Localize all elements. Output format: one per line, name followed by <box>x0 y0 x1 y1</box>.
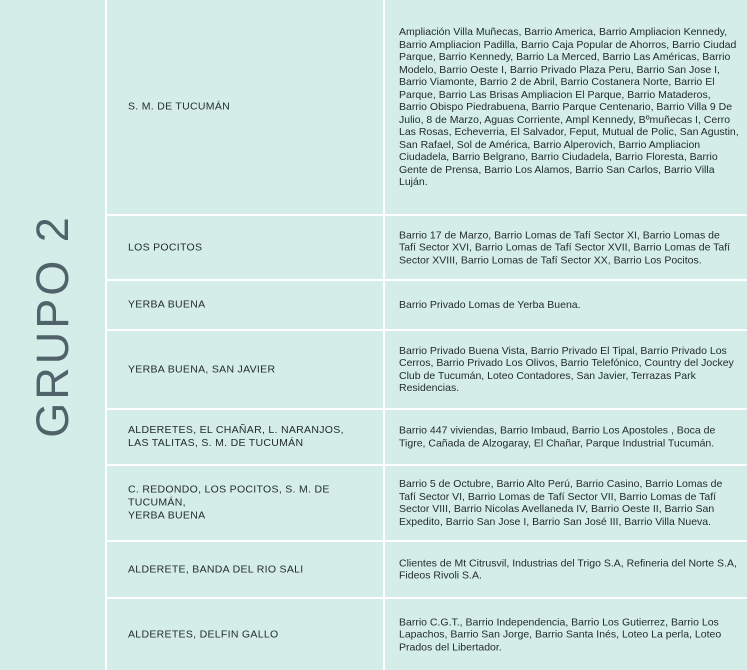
barrios-cell: Barrio Privado Lomas de Yerba Buena. <box>399 298 581 311</box>
table-row <box>106 0 747 216</box>
group-label: GRUPO 2 <box>27 214 78 438</box>
barrios-cell: Barrio Privado Buena Vista, Barrio Privado El Tipal, Barrio Privado Los Cerros, Barrio Privado Los Olivos, Barrio Telefónico, Country del Jockey Club de Tucumán, Loteo Contadores, San Javier, Terrazas Park Residencias. <box>399 344 734 394</box>
table-row <box>106 281 747 331</box>
location-cell: S. M. DE TUCUMÁN <box>128 100 231 113</box>
table-row <box>106 331 747 410</box>
table-row <box>106 542 747 599</box>
table-row <box>106 216 747 281</box>
location-cell: ALDERETES, EL CHAÑAR, L. NARANJOS, LAS TALITAS, S. M. DE TUCUMÁN <box>128 424 344 449</box>
location-cell: ALDERETE, BANDA DEL RIO SALI <box>128 563 304 575</box>
barrios-cell: Barrio 5 de Octubre, Barrio Alto Perú, Barrio Casino, Barrio Lomas de Tafí Sector VI, Barrio Lomas de Tafí Sector VII, Barrio Lomas de Tafí Sector VIII, Barrio Nicolas Avellaneda IV, Barrio Oeste II, Barrio San Expedito, Barrio San Jose I, Barrio San José III, Barrio Villa Nueva. <box>399 478 723 528</box>
barrios-cell: Barrio C.G.T., Barrio Independencia, Barrio Los Gutierrez, Barrio Los Lapachos, Barrio San Jorge, Barrio Santa Inés, Loteo La perla, Loteo Prados del Libertador. <box>399 615 722 653</box>
barrios-cell: Ampliación Villa Muñecas, Barrio America, Barrio Ampliacion Kennedy, Barrio Ampliacion Padilla, Barrio Caja Popular de Ahorros, Barrio Ciudad Parque, Barrio Kennedy, Barrio La Merced, Barrio Las Américas, Barrio Modelo, Barrio Oeste I, Barrio Privado Plaza Peru, Barrio San Jose I, Barrio Viamonte, Barrio 2 de Abril, Barrio Costanera Norte, Barrio El Parque, Barrio Las Brisas Ampliacion El Parque, Barrio Mataderos, Barrio Obispo Piedrabuena, Barrio Parque Centenario, Barrio Villa 9 De Julio, 8 de Marzo, Aguas Corriente, Ampl Kennedy, Bºmuñecas I, Cerro Las Rosas, Echeverria, El Salvador, Feput, Mutual de Polic, San Agustin, San Rafael, Sol de América, Barrio Alperovich, Barrio Ampliacion Ciudadela, Barrio Belgrano, Barrio Ciudadela, Barrio Floresta, Barrio Gente de Prensa, Barrio Los Alamos, Barrio San Carlos, Barrio Villa Luján. <box>399 25 739 188</box>
location-cell: YERBA BUENA <box>128 298 206 311</box>
location-cell: C. REDONDO, LOS POCITOS, S. M. DE TUCUMÁN, YERBA BUENA <box>128 483 330 522</box>
table-row <box>106 466 747 542</box>
barrios-cell: Barrio 17 de Marzo, Barrio Lomas de Tafí Sector XI, Barrio Lomas de Tafí Sector XVI, Barrio Lomas de Tafí Sector XVII, Barrio Lomas de Tafí Sector XVIII, Barrio Lomas de Tafí Sector XX, Barrio Los Pocitos. <box>399 228 731 266</box>
barrios-cell: Barrio 447 viviendas, Barrio Imbaud, Barrio Los Apostoles , Boca de Tigre, Cañada de Alzogaray, El Chañar, Parque Industrial Tucumán. <box>399 424 716 449</box>
barrios-cell: Clientes de Mt Citrusvil, Industrias del Trigo S.A, Refineria del Norte S.A, Fideos Rivoli S.A. <box>399 557 737 582</box>
location-cell: ALDERETES, DELFIN GALLO <box>128 628 279 640</box>
table-row <box>106 410 747 466</box>
table-row <box>106 599 747 670</box>
location-cell: LOS POCITOS <box>128 241 203 253</box>
group-column <box>0 0 106 670</box>
location-cell: YERBA BUENA, SAN JAVIER <box>128 363 276 375</box>
